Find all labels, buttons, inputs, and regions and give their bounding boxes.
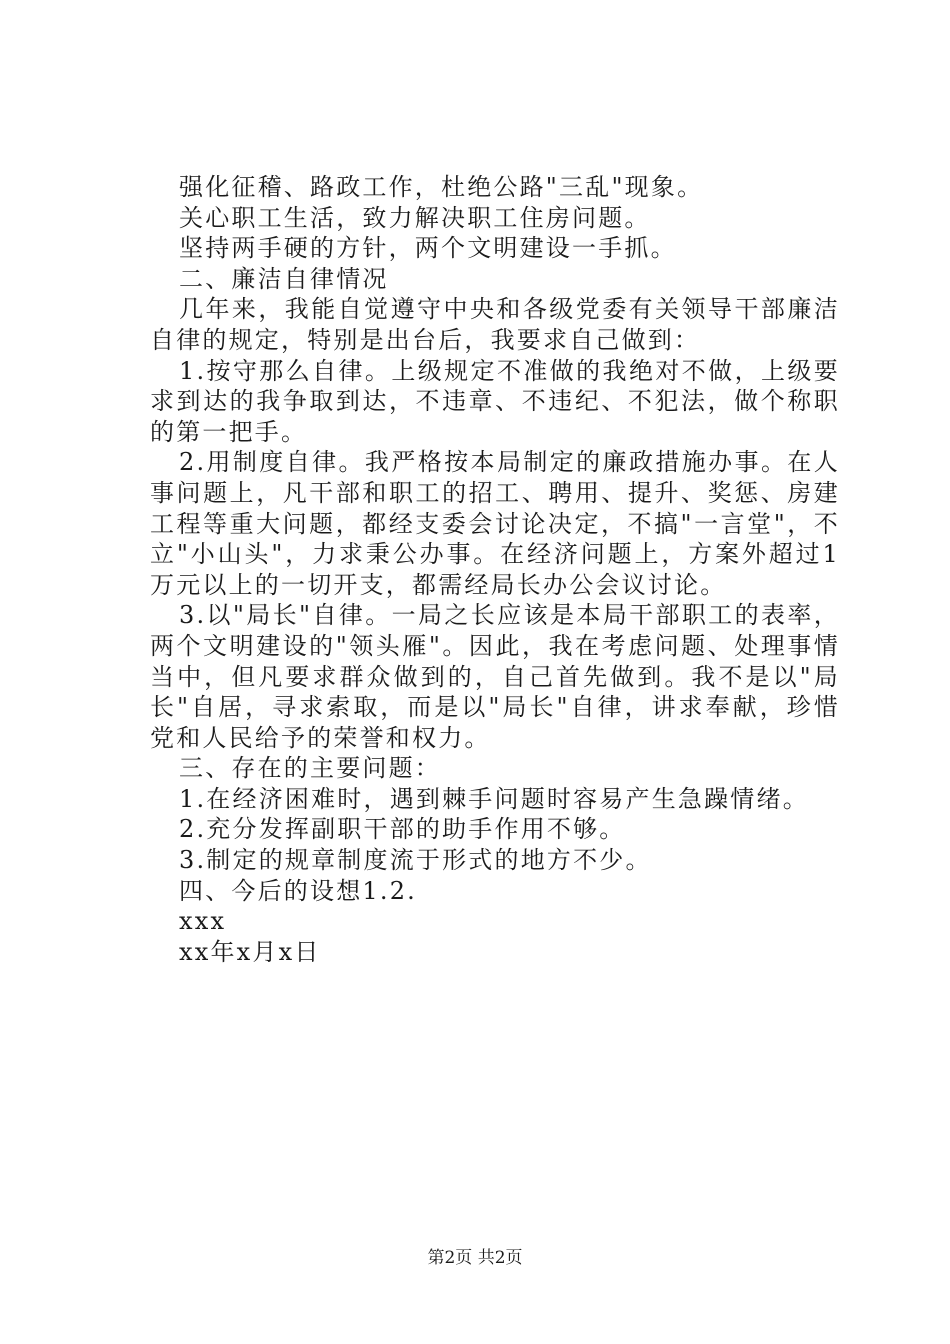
section-heading: 二、廉洁自律情况 bbox=[179, 264, 389, 293]
list-item: 1.按守那么自律。上级规定不准做的我绝对不做，上级要求到达的我争取到达，不违章、不违纪、不犯法，做个称职的第一把手。 bbox=[150, 356, 840, 446]
document-body bbox=[150, 172, 840, 967]
date: xx年x月x日 bbox=[179, 937, 321, 966]
paragraph: 几年来，我能自觉遵守中央和各级党委有关领导干部廉洁自律的规定，特别是出台后，我要求自己做到： bbox=[150, 295, 840, 354]
section-heading: 三、存在的主要问题： bbox=[179, 754, 441, 783]
paragraph: 坚持两手硬的方针，两个文明建设一手抓。 bbox=[179, 234, 677, 263]
list-item: 2.用制度自律。我严格按本局制定的廉政措施办事。在人事问题上，凡干部和职工的招工、聘用、提升、奖惩、房建工程等重大问题，都经支委会讨论决定，不搞"一言堂"，不立"小山头"，力求秉公办事。在经济问题上，方案外超过1万元以上的一切开支，都需经局长办公会议讨论。 bbox=[150, 448, 840, 599]
list-item: 3.制定的规章制度流于形式的地方不少。 bbox=[179, 846, 652, 875]
page-footer: 第2页 共2页 bbox=[427, 1248, 523, 1268]
signature: xxx bbox=[179, 907, 227, 936]
section-heading: 四、今后的设想1.2. bbox=[179, 876, 417, 905]
paragraph: 关心职工生活，致力解决职工住房问题。 bbox=[179, 203, 651, 232]
list-item: 1.在经济困难时，遇到棘手问题时容易产生急躁情绪。 bbox=[179, 784, 809, 813]
list-item: 2.充分发挥副职干部的助手作用不够。 bbox=[179, 815, 626, 844]
list-item: 3.以"局长"自律。一局之长应该是本局干部职工的表率，两个文明建设的"领头雁"。因此，我在考虑问题、处理事情当中，但凡要求群众做到的，自己首先做到。我不是以"局长"自居，寻求索取，而是以"局长"自律，讲求奉献，珍惜党和人民给予的荣誉和权力。 bbox=[150, 601, 840, 752]
paragraph: 强化征稽、路政工作，杜绝公路"三乱"现象。 bbox=[179, 173, 704, 201]
